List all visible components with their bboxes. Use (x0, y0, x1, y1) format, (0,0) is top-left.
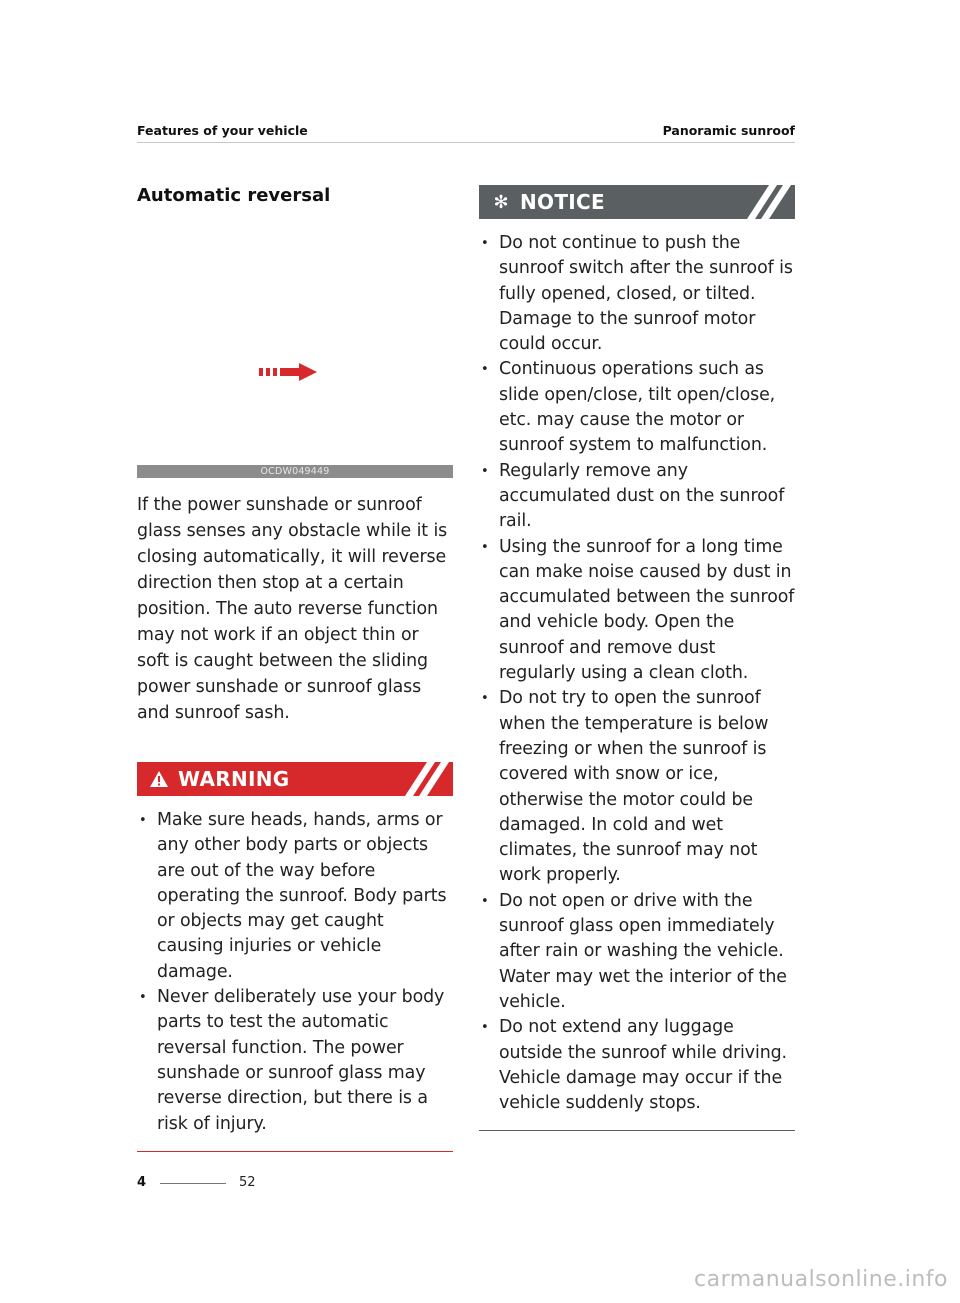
warning-list (137, 808, 453, 1137)
banner-slash-decoration (393, 762, 453, 796)
header-divider (137, 142, 795, 143)
asterisk-icon: ✻ (493, 191, 509, 213)
notice-end-rule (479, 1130, 795, 1131)
reversal-arrow-illustration (137, 219, 453, 459)
warning-end-rule (137, 1151, 453, 1152)
notice-item: • Do not extend any luggage outside the sunroof while driving. Vehicle damage may occur if the vehicle suddenly stops. (479, 1015, 795, 1116)
notice-item: • Continuous operations such as slide open/close, tilt open/close, etc. may cause the motor or sunroof system to malfunction. (479, 357, 795, 458)
running-header-topic: Panoramic sunroof (662, 123, 795, 138)
notice-list (479, 231, 795, 1116)
notice-banner (479, 185, 795, 219)
reverse-arrow-icon (259, 363, 317, 381)
banner-slash-decoration (735, 185, 795, 219)
notice-item: • Regularly remove any accumulated dust on the sunroof rail. (479, 459, 795, 535)
warning-item: • Never deliberately use your body parts to test the automatic reversal function. The power sunshade or sunroof glass may reverse direction, but there is a risk of injury. (137, 985, 453, 1137)
page-footer (137, 1175, 256, 1190)
warning-banner (137, 762, 453, 796)
chapter-number: 4 (137, 1175, 147, 1190)
notice-item: • Do not try to open the sunroof when the temperature is below freezing or when the sunroof is covered with snow or ice, otherwise the motor could be damaged. In cold and wet climates, the sunroof may not work properly. (479, 686, 795, 888)
figure-illustration (137, 219, 453, 459)
warning-label: WARNING (178, 767, 290, 791)
warning-item: • Make sure heads, hands, arms or any other body parts or objects are out of the way before operating the sunroof. Body parts or objects may get caught causing injuries or vehicle damage. (137, 808, 453, 985)
running-header-section: Features of your vehicle (137, 123, 308, 138)
section-title: Automatic reversal (137, 185, 331, 206)
left-column (137, 185, 453, 1152)
notice-item: • Do not continue to push the sunroof switch after the sunroof is fully opened, closed, or tilted. Damage to the sunroof motor could occur. (479, 231, 795, 357)
watermark: carmanualsonline.info (694, 1267, 948, 1292)
notice-item: • Do not open or drive with the sunroof glass open immediately after rain or washing the vehicle. Water may wet the interior of the vehicle. (479, 889, 795, 1015)
notice-item: • Using the sunroof for a long time can make noise caused by dust in accumulated between the sunroof and vehicle body. Open the sunroof and remove dust regularly using a clean cloth. (479, 535, 795, 687)
figure-code: OCDW049449 (137, 465, 453, 478)
right-column (479, 185, 795, 1131)
notice-label: NOTICE (520, 190, 605, 214)
warning-triangle-icon (148, 768, 170, 790)
footer-divider (160, 1183, 226, 1184)
body-paragraph: If the power sunshade or sunroof glass senses any obstacle while it is closing automatically, it will reverse direction then stop at a certain position. The auto reverse function may not work if an object thin or soft is caught between the sliding power sunshade or sunroof glass and sunroof sash. (137, 495, 448, 723)
page-number: 52 (239, 1175, 256, 1190)
